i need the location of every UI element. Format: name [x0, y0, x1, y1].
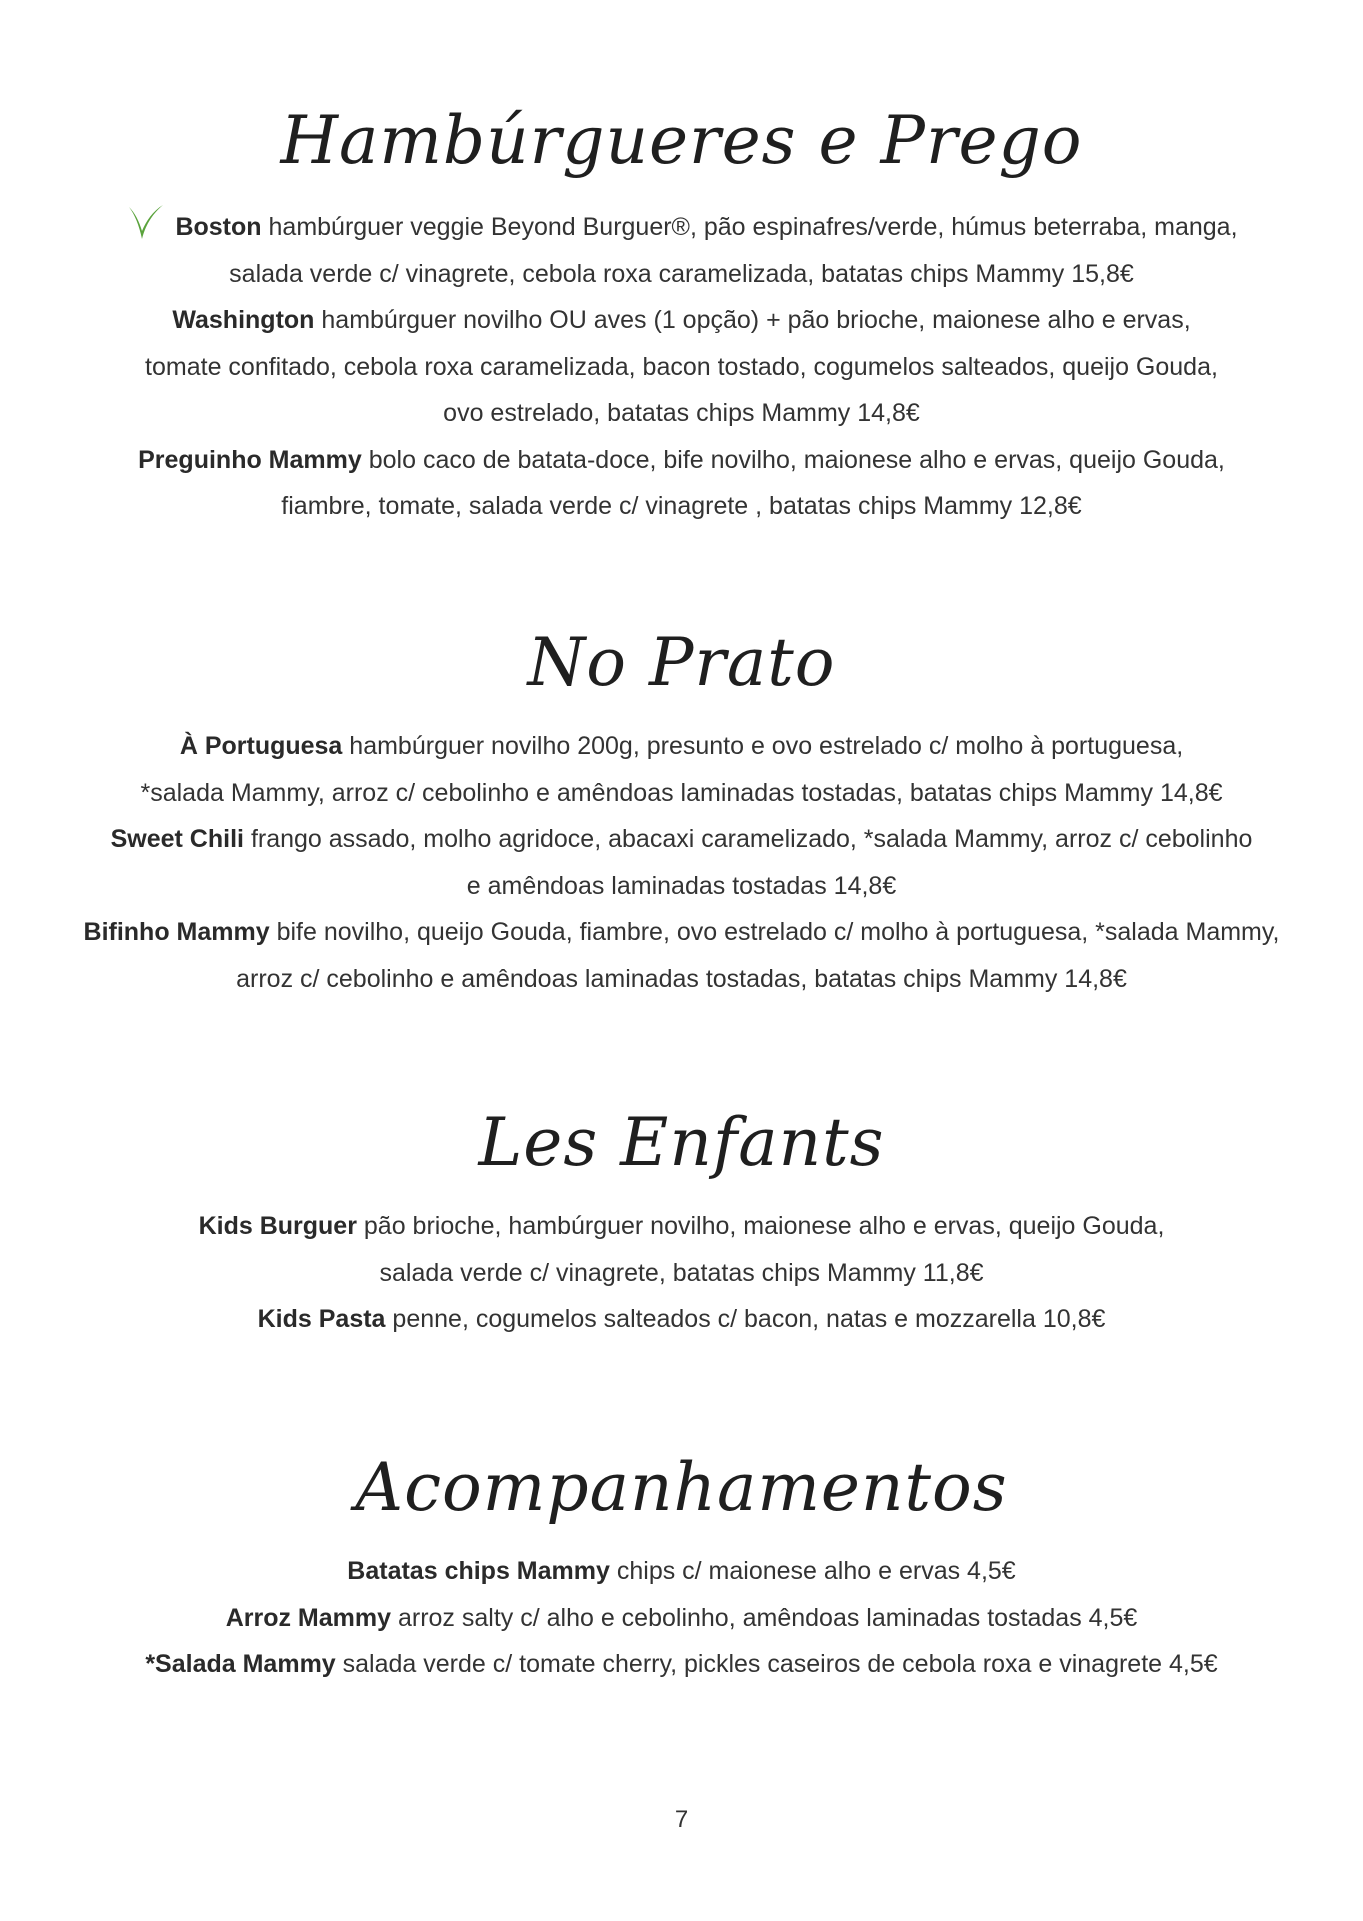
menu-item-batatas-chips — [40, 1548, 1323, 1595]
section-title-hamburgueres: Hambúrgueres e Prego — [280, 102, 1083, 179]
section-title-no-prato: No Prato — [527, 624, 836, 701]
item-description: fiambre, tomate, salada verde c/ vinagrete , batatas chips Mammy 12,8€ — [281, 492, 1082, 520]
item-name: Arroz Mammy — [225, 1603, 392, 1632]
item-description: e amêndoas laminadas tostadas 14,8€ — [466, 871, 897, 900]
page-number: 7 — [674, 1806, 689, 1833]
item-description: pão brioche, hambúrguer novilho, maionese alho e ervas, queijo Gouda, — [363, 1212, 1165, 1240]
item-description: ovo estrelado, batatas chips Mammy 14,8€ — [443, 399, 920, 427]
leaf-icon — [125, 203, 167, 243]
item-name: *Salada Mammy — [145, 1650, 336, 1678]
section-hamburgueres — [40, 203, 1323, 530]
menu-item-a-portuguesa — [40, 723, 1323, 816]
item-description: frango assado, molho agridoce, abacaxi caramelizado, *salada Mammy, arroz c/ cebolinho — [250, 825, 1253, 853]
item-description: hambúrguer novilho 200g, presunto e ovo estrelado c/ molho à portuguesa, — [349, 732, 1184, 760]
item-description: arroz salty c/ alho e cebolinho, amêndoas laminadas tostadas 4,5€ — [397, 1603, 1138, 1632]
item-description: bife novilho, queijo Gouda, fiambre, ovo estrelado c/ molho à portuguesa, *salada Mammy, — [276, 918, 1280, 946]
menu-item-arroz-mammy — [40, 1595, 1323, 1642]
item-name: Sweet Chili — [110, 825, 244, 853]
section-title-les-enfants: Les Enfants — [478, 1104, 885, 1181]
item-description: tomate confitado, cebola roxa caramelizada, bacon tostado, cogumelos salteados, queijo Gouda, — [145, 352, 1218, 381]
item-description: arroz c/ cebolinho e amêndoas laminadas tostadas, batatas chips Mammy 14,8€ — [236, 964, 1127, 993]
item-description: hambúrguer novilho OU aves (1 opção) + pão brioche, maionese alho e ervas, — [321, 306, 1191, 334]
menu-item-kids-pasta — [40, 1296, 1323, 1343]
section-les-enfants — [40, 1203, 1323, 1343]
menu-item-sweet-chili — [40, 816, 1323, 909]
item-description: chips c/ maionese alho e ervas 4,5€ — [616, 1557, 1016, 1585]
item-description: *salada Mammy, arroz c/ cebolinho e amêndoas laminadas tostadas, batatas chips Mammy 14,8€ — [140, 778, 1223, 807]
menu-item-kids-burguer — [40, 1203, 1323, 1296]
item-description: salada verde c/ vinagrete, cebola roxa caramelizada, batatas chips Mammy 15,8€ — [229, 259, 1134, 288]
menu-item-preguinho — [40, 437, 1323, 530]
menu-item-salada-mammy — [40, 1641, 1323, 1688]
menu-item-washington — [40, 297, 1323, 437]
menu-item-bifinho — [40, 909, 1323, 1002]
item-description: bolo caco de batata-doce, bife novilho, maionese alho e ervas, queijo Gouda, — [368, 445, 1225, 474]
section-title-acompanhamentos: Acompanhamentos — [355, 1449, 1008, 1526]
section-acompanhamentos — [40, 1548, 1323, 1688]
item-name: Kids Burguer — [198, 1212, 357, 1240]
section-no-prato — [40, 723, 1323, 1002]
item-name: Batatas chips Mammy — [347, 1557, 610, 1585]
item-description: salada verde c/ tomate cherry, pickles caseiros de cebola roxa e vinagrete 4,5€ — [342, 1650, 1218, 1678]
item-description: salada verde c/ vinagrete, batatas chips Mammy 11,8€ — [379, 1258, 984, 1287]
item-name: Kids Pasta — [257, 1305, 386, 1333]
item-name: Bifinho Mammy — [83, 918, 270, 946]
item-name: À Portuguesa — [179, 732, 343, 760]
item-name: Preguinho Mammy — [138, 445, 362, 474]
menu-item-boston — [40, 203, 1323, 297]
item-description: penne, cogumelos salteados c/ bacon, natas e mozzarella 10,8€ — [392, 1305, 1106, 1333]
item-name: Washington — [172, 306, 315, 334]
item-name: Boston — [175, 213, 262, 241]
item-description: hambúrguer veggie Beyond Burguer®, pão espinafres/verde, húmus beterraba, manga, — [268, 213, 1238, 241]
